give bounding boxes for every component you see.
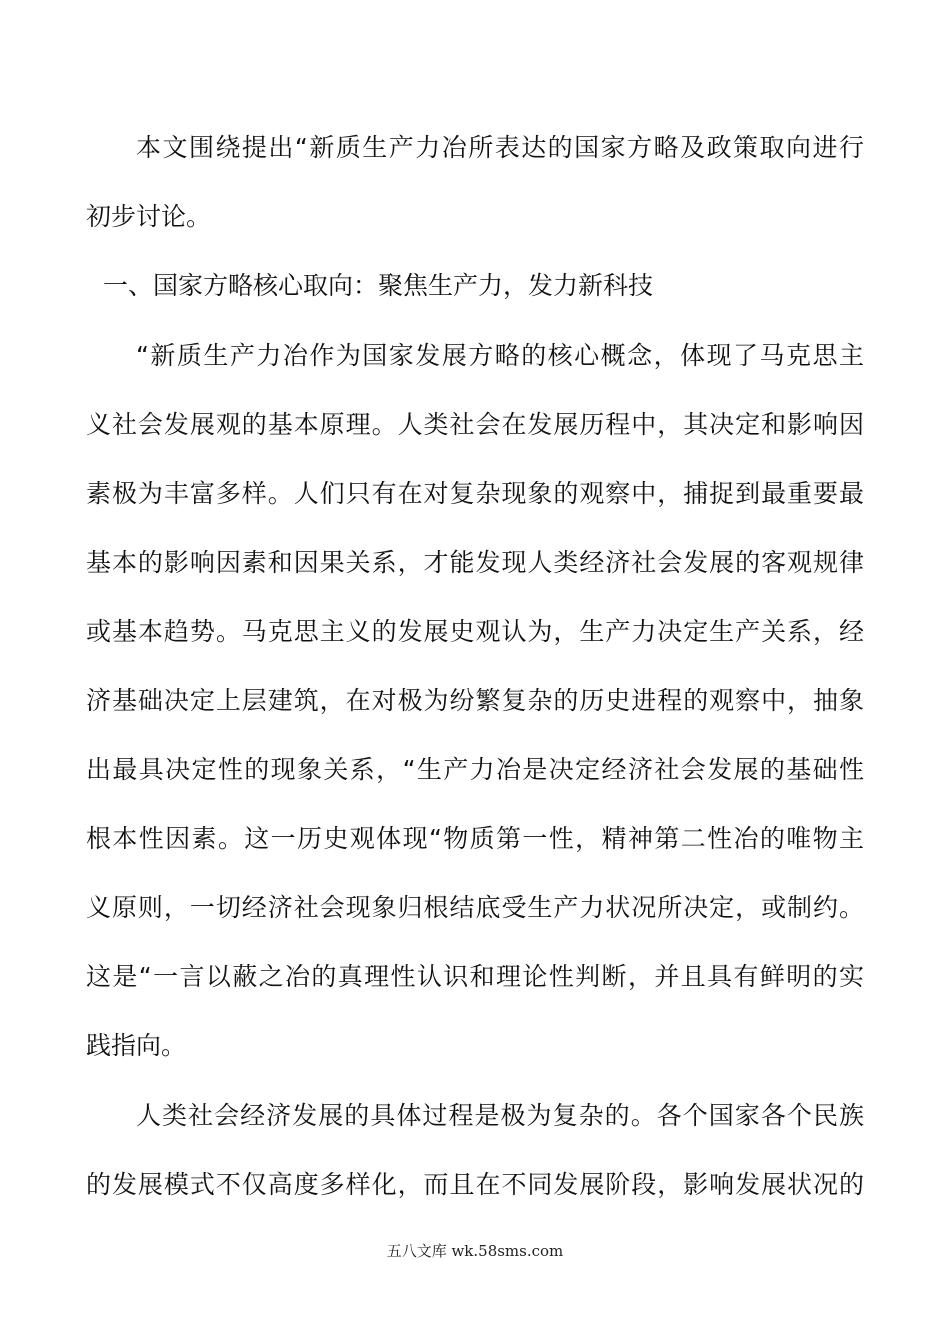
- paragraph-2-line-1: “新质生产力冶作为国家发展方略的核心概念，体现了马克思主: [136, 341, 864, 370]
- footer-watermark: 五八文库 wk.58sms.com: [386, 1242, 564, 1260]
- paragraph-2-line-6: 济基础决定上层建筑，在对极为纷繁复杂的历史进程的观察中，抽象: [86, 686, 864, 715]
- paragraph-1-line-1: 本文围绕提出“新质生产力冶所表达的国家方略及政策取向进行: [136, 133, 864, 162]
- paragraph-3-line-1: 人类社会经济发展的具体过程是极为复杂的。各个国家各个民族: [136, 1101, 864, 1130]
- paragraph-2-line-3: 素极为丰富多样。人们只有在对复杂现象的观察中，捕捉到最重要最: [86, 479, 864, 508]
- paragraph-2-line-10: 这是“一言以蔽之冶的真理性认识和理论性判断，并且具有鲜明的实: [86, 962, 864, 991]
- section-heading-1: 一、国家方略核心取向：聚焦生产力，发力新科技: [103, 271, 654, 300]
- paragraph-2-line-11: 践指向。: [86, 1031, 187, 1060]
- paragraph-2-line-5: 或基本趋势。马克思主义的发展史观认为，生产力决定生产关系，经: [86, 617, 864, 646]
- paragraph-2-line-7: 出最具决定性的现象关系，“生产力冶是决定经济社会发展的基础性: [86, 755, 864, 784]
- paragraph-2-line-9: 义原则，一切经济社会现象归根结底受生产力状况所决定，或制约。: [86, 893, 864, 922]
- paragraph-1-line-2: 初步讨论。: [86, 202, 212, 231]
- paragraph-3-line-2: 的发展模式不仅高度多样化，而且在不同发展阶段，影响发展状况的: [86, 1170, 864, 1199]
- paragraph-2-line-2: 义社会发展观的基本原理。人类社会在发展历程中，其决定和影响因: [86, 410, 864, 439]
- paragraph-2-line-8: 根本性因素。这一历史观体现“物质第一性，精神第二性冶的唯物主: [86, 824, 864, 853]
- paragraph-2-line-4: 基本的影响因素和因果关系，才能发现人类经济社会发展的客观规律: [86, 548, 864, 577]
